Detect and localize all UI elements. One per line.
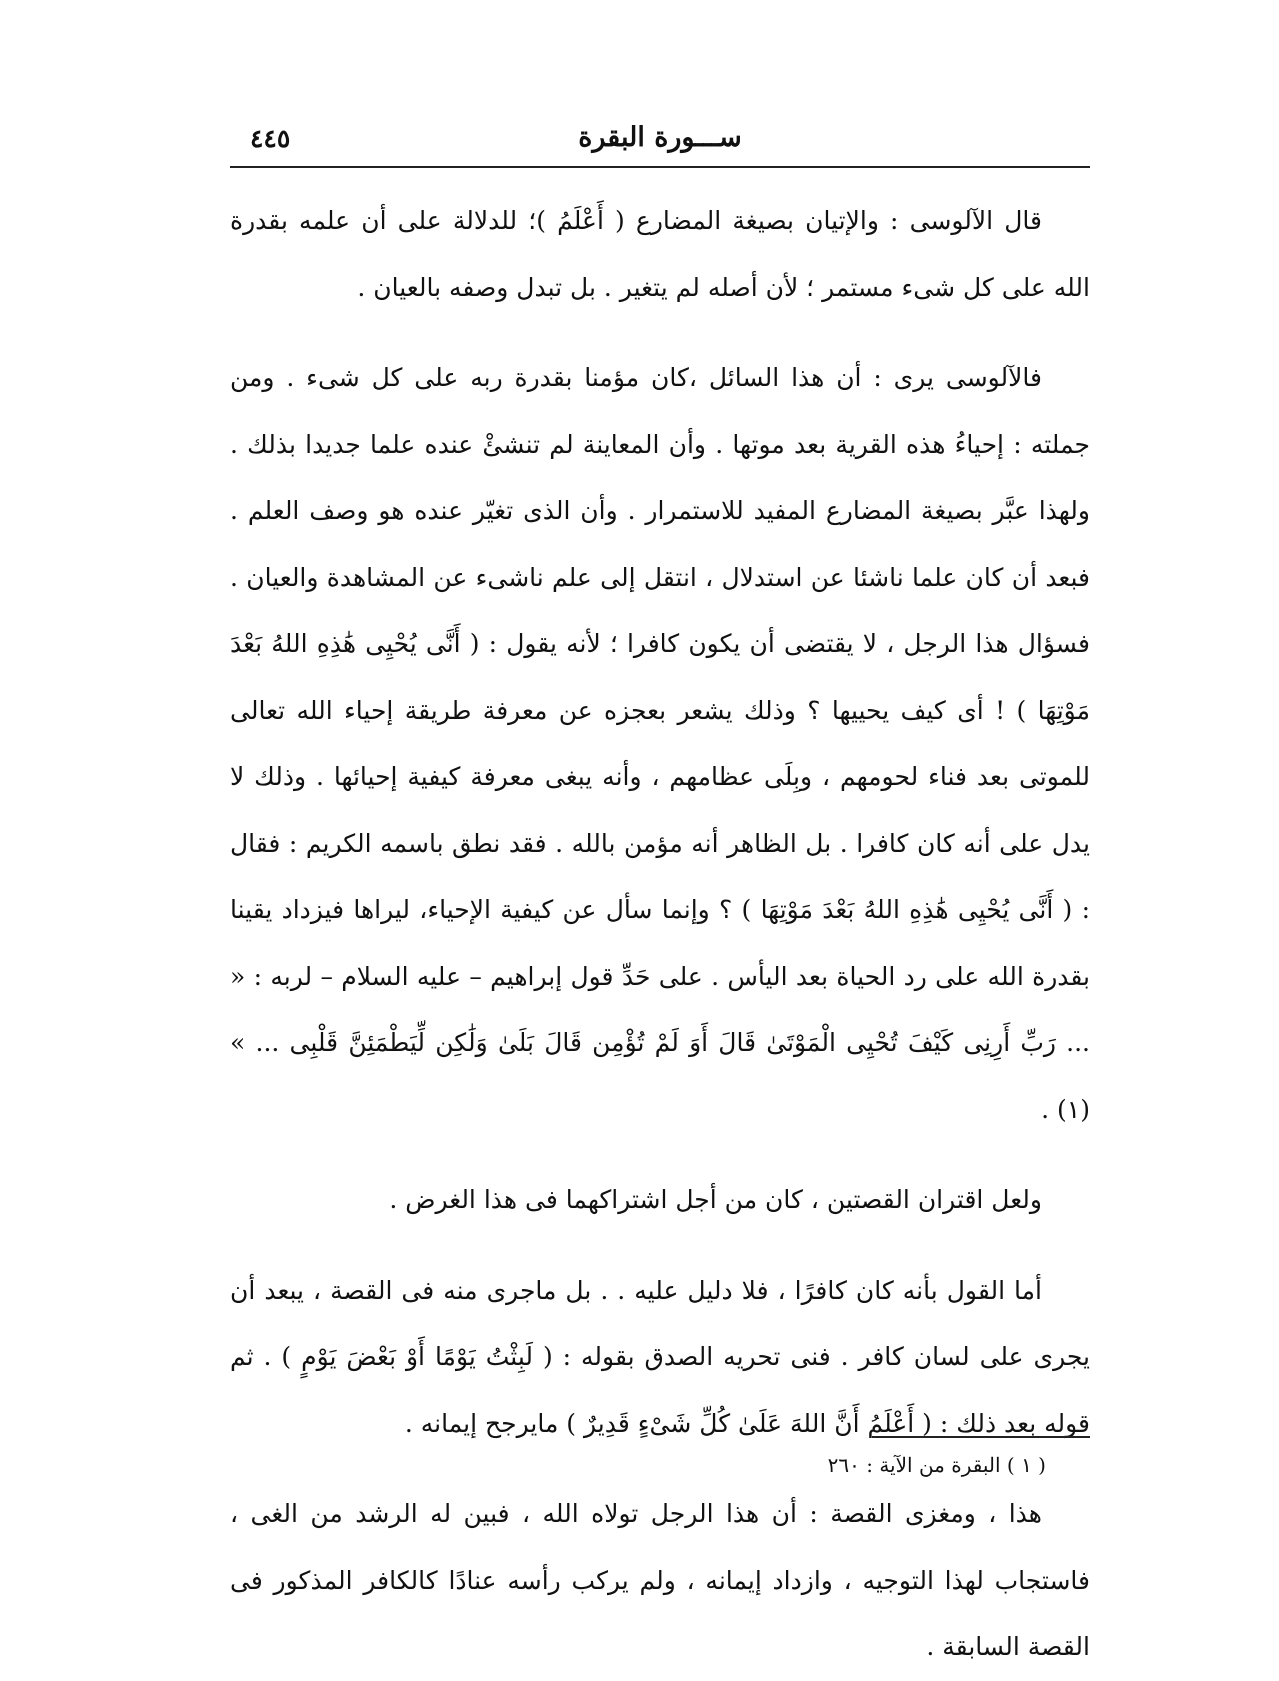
paragraph-alusi-view: فالآلوسى يرى : أن هذا السائل ،كان مؤمنا بقدرة ربه على كل شىء . ومن جملته : إحياءُ هذه القرية بعد موتها . وأن المعاينة لم تنشئْ عنده علما جديدا بذلك . ولهذا عبَّر بصيغة المضارع المفيد للاستمرار . وأن الذى تغيّر عنده هو وصف العلم . فبعد أن كان علما ناشئا عن استدلال ، انتقل إلى علم ناشىء عن المشاهدة والعيان . فسؤال هذا الرجل ، لا يقتضى أن يكون كافرا ؛ لأنه يقول : ( أَنَّى يُحْيِى هَٰذِهِ اللهُ بَعْدَ مَوْتِهَا ) ! أى كيف يحييها ؟ وذلك يشعر بعجزه عن معرفة طريقة إحياء الله تعالى للموتى بعد فناء لحومهم ، وبِلَى عظامهم ، وأنه يبغى معرفة كيفية إحيائها . وذلك لا يدل على أنه كان كافرا . بل الظاهر أنه مؤمن بالله . فقد نطق باسمه الكريم : فقال : ( أَنَّى يُحْيِى هَٰذِهِ اللهُ بَعْدَ مَوْتِهَا ) ؟ وإنما سأل عن كيفية الإحياء، ليراها فيزداد يقينا بقدرة الله على رد الحياة بعد اليأس . على حَدِّ قول إبراهيم – عليه السلام – لربه : « ... رَبِّ أَرِنِى كَيْفَ تُحْيِى الْمَوْتَىٰ قَالَ أَوَ لَمْ تُؤْمِن قَالَ بَلَىٰ وَلَٰكِن لِّيَطْمَئِنَّ قَلْبِى ... » (١) . — [230, 363, 1090, 1124]
running-head — [230, 118, 1090, 162]
paragraph-alusi-quote: قال الآلوسى : والإتيان بصيغة المضارع ( أَعْلَمُ )؛ للدلالة على أن علمه بقدرة الله على كل شىء مستمر ؛ لأن أصله لم يتغير . بل تبدل وصفه بالعيان . — [230, 206, 1090, 302]
footnote: ( ١ ) البقرة من الآية : ٢٦٠ — [827, 1453, 1046, 1477]
paragraph-moral: هذا ، ومغزى القصة : أن هذا الرجل تولاه الله ، فبين له الرشد من الغى ، فاستجاب لهذا التوجيه ، وازداد إيمانه ، ولم يركب رأسه عنادًا كالكافر المذكور فى القصة السابقة . — [230, 1499, 1090, 1661]
chapter-title: ســـورة البقرة — [578, 122, 742, 153]
paragraph-not-disbeliever: أما القول بأنه كان كافرًا ، فلا دليل عليه . . بل ماجرى منه فى القصة ، يبعد أن يجرى على لسان كافر . فنى تحريه الصدق بقوله : ( لَبِثْتُ يَوْمًا أَوْ بَعْضَ يَوْمٍ ) . ثم قوله بعد ذلك : ( أَعْلَمُ أَنَّ اللهَ عَلَىٰ كُلِّ شَىْءٍ قَدِيرٌ ) مايرجح إيمانه . — [230, 1275, 1090, 1438]
page-number: ٤٤٥ — [250, 124, 291, 153]
footnote-divider — [872, 1436, 1090, 1438]
paragraph-two-stories: ولعل اقتران القصتين ، كان من أجل اشتراكهما فى هذا الغرض . — [389, 1185, 1042, 1214]
header-divider — [230, 166, 1090, 168]
